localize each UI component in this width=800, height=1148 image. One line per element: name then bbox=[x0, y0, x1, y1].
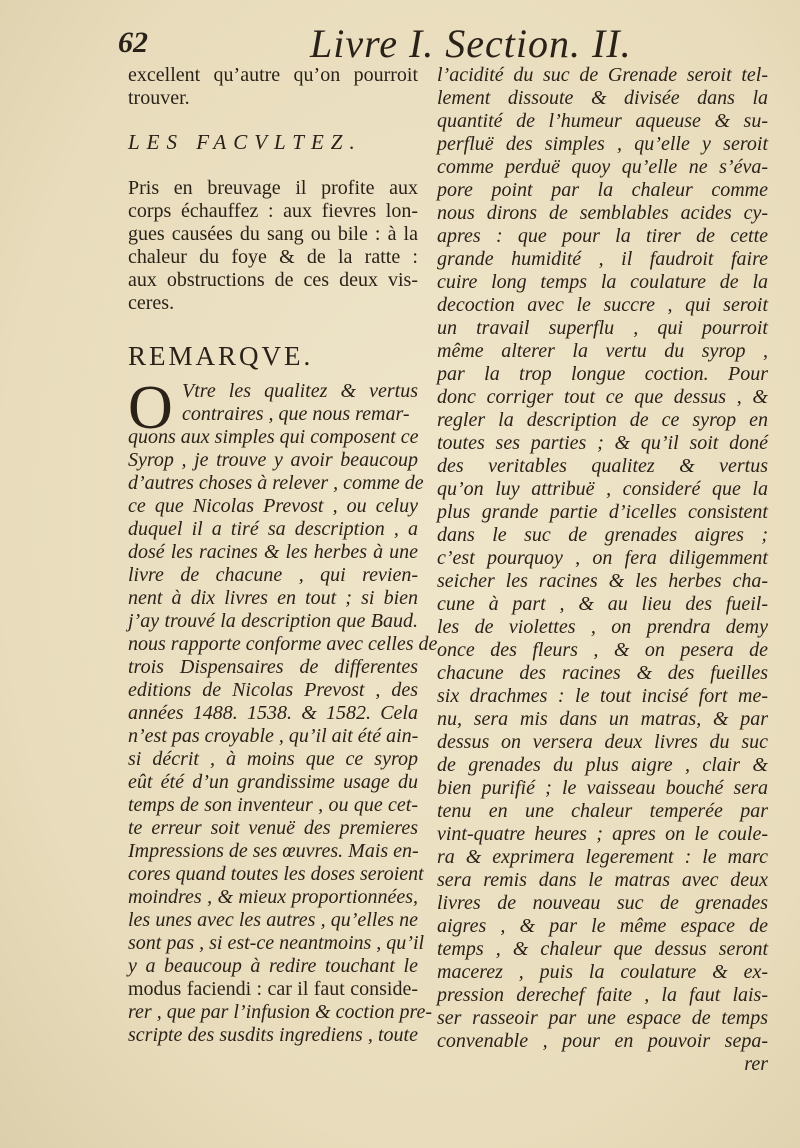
text-line: six drachmes : le tout incisé fort me- bbox=[437, 685, 768, 707]
text-line: contraires , que nous remar- bbox=[182, 403, 410, 425]
text-line: nous rapporte conforme avec celles de bbox=[128, 633, 438, 655]
text-line: j’ay trouvé la description que Baud. bbox=[128, 610, 418, 632]
text-line: convenable , pour en pouvoir sepa- bbox=[437, 1030, 768, 1052]
text-line: dosé les racines & les herbes à une bbox=[128, 541, 418, 563]
text-line: qu’on luy attribuë , consideré que la bbox=[437, 478, 768, 500]
text-line: pore point par la chaleur comme bbox=[437, 179, 768, 201]
text-line: duquel il a tiré sa description , a bbox=[128, 518, 418, 540]
text-line: par la trop longue coction. Pour bbox=[437, 363, 768, 385]
text-line: y a beaucoup à redire touchant le bbox=[128, 955, 418, 977]
text-line: cores quand toutes les doses seroient bbox=[128, 863, 424, 885]
remark-body bbox=[128, 374, 438, 1047]
remark-lines bbox=[128, 426, 438, 1047]
text-line: pression derechef faite , la faut lais- bbox=[437, 984, 768, 1006]
text-line: temps de son inventeur , ou que cet- bbox=[128, 794, 418, 816]
drop-cap: O bbox=[128, 374, 173, 442]
text-line: ceres. bbox=[128, 292, 175, 314]
text-line: livre de chacune , qui revien- bbox=[128, 564, 418, 586]
text-line: excellent qu’autre qu’on pourroit bbox=[128, 64, 418, 86]
section-title: LES FACVLTEZ. bbox=[128, 130, 362, 154]
text-line: sera remis dans le matras avec deux bbox=[437, 869, 768, 891]
text-line: plus grande partie d’icelles consistent bbox=[437, 501, 768, 523]
text-line: quantité de l’humeur aqueuse & su- bbox=[437, 110, 768, 132]
text-line: aigres , & par le même espace de bbox=[437, 915, 768, 937]
right-column-text bbox=[437, 64, 768, 1053]
text-line: n’est pas croyable , qu’il ait été ain- bbox=[128, 725, 419, 747]
text-line: de grenades du plus aigre , clair & bbox=[437, 754, 768, 776]
text-line: si décrit , à moins que ce syrop bbox=[128, 748, 418, 770]
running-head: Livre I. Section. II. bbox=[310, 21, 632, 66]
text-line: c’est pourquoy , on fera diligemment bbox=[437, 547, 768, 569]
text-line: des veritables qualitez & vertus bbox=[437, 455, 768, 477]
text-line: ser rasseoir par une espace de temps bbox=[437, 1007, 768, 1029]
text-line: apres : que pour la tirer de cette bbox=[437, 225, 768, 247]
text-line: cuire long temps la coulature de la bbox=[437, 271, 768, 293]
text-line: vint-quatre heures ; apres on le coule- bbox=[437, 823, 768, 845]
text-line: dans le suc de grenades aigres ; bbox=[437, 524, 768, 546]
text-line: eût été d’un grandissime usage du bbox=[128, 771, 418, 793]
text-line: moindres , & mieux proportionnées, bbox=[128, 886, 418, 908]
text-line: quons aux simples qui composent ce bbox=[128, 426, 419, 448]
text-line: même alterer la vertu du syrop , bbox=[437, 340, 768, 362]
text-line: Vtre les qualitez & vertus bbox=[182, 380, 418, 402]
text-line: dessus on versera deux livres du suc bbox=[437, 731, 768, 753]
text-line: lement dissoute & divisée dans la bbox=[437, 87, 768, 109]
remark-title: REMARQVE. bbox=[128, 341, 314, 371]
text-line: bien purifié ; le vaisseau bouché sera bbox=[437, 777, 768, 799]
text-line: aux obstructions de ces deux vis- bbox=[128, 269, 418, 291]
catchword: rer bbox=[744, 1053, 768, 1075]
faculty-text bbox=[128, 177, 418, 315]
text-line: chaleur du foye & de la ratte : bbox=[128, 246, 418, 268]
text-line: donc corriger tout ce que dessus , & bbox=[437, 386, 768, 408]
text-line: sont pas , si est-ce neantmoins , qu’il bbox=[128, 932, 425, 954]
text-line: te erreur soit venuë des premieres bbox=[128, 817, 418, 839]
text-line: cune à part , & au lieu des fueil- bbox=[437, 593, 768, 615]
text-line: seicher les racines & les herbes cha- bbox=[437, 570, 768, 592]
text-line: regler la description de ce syrop en bbox=[437, 409, 768, 431]
text-line: trois Dispensaires de differentes bbox=[128, 656, 418, 678]
text-line: gues causées du sang ou bile : à la bbox=[128, 223, 418, 245]
text-line: l’acidité du suc de Grenade seroit tel- bbox=[437, 64, 768, 86]
text-line: livres de nouveau suc de grenades bbox=[437, 892, 768, 914]
page-number: 62 bbox=[118, 26, 148, 59]
text-line: nu, sera mis dans un matras, & par bbox=[437, 708, 768, 730]
right-column bbox=[437, 64, 768, 1076]
text-line: grande humidité , il faudroit faire bbox=[437, 248, 768, 270]
text-line: toutes ses parties ; & qu’il soit doné bbox=[437, 432, 768, 454]
text-line: les unes avec les autres , qu’elles ne bbox=[128, 909, 418, 931]
intro-text bbox=[128, 64, 418, 110]
text-line: once des fleurs , & on pesera de bbox=[437, 639, 768, 661]
text-line: comme perduë quoy qu’elle ne s’éva- bbox=[437, 156, 768, 178]
text-line: Impressions de ses œuvres. Mais en- bbox=[128, 840, 419, 862]
left-column bbox=[128, 64, 438, 1047]
text-line: decoction avec le succre , qui seroit bbox=[437, 294, 768, 316]
text-line: perfluë des simples , qu’elle y seroit bbox=[437, 133, 768, 155]
text-line: trouver. bbox=[128, 87, 190, 109]
text-line: corps échauffez : aux fievres lon- bbox=[128, 200, 418, 222]
text-line: rer , que par l’infusion & coction pre- bbox=[128, 1001, 433, 1023]
text-line: scripte des susdits ingrediens , toute bbox=[128, 1024, 418, 1046]
text-line: nous dirons de semblables acides cy- bbox=[437, 202, 768, 224]
text-line: d’autres choses à relever , comme de bbox=[128, 472, 424, 494]
text-line: temps , & chaleur que dessus seront bbox=[437, 938, 768, 960]
page-header bbox=[118, 20, 768, 70]
text-line: nent à dix livres en tout ; si bien bbox=[128, 587, 418, 609]
text-line: Syrop , je trouve y avoir beaucoup bbox=[128, 449, 418, 471]
text-line: années 1488. 1538. & 1582. Cela bbox=[128, 702, 418, 724]
text-line: un travail superflu , qui pourroit bbox=[437, 317, 768, 339]
text-line: ce que Nicolas Prevost , ou celuy bbox=[128, 495, 418, 517]
text-line: macerez , puis la coulature & ex- bbox=[437, 961, 768, 983]
text-line: modus faciendi : car il faut conside- bbox=[128, 978, 418, 1000]
text-line: editions de Nicolas Prevost , des bbox=[128, 679, 418, 701]
text-line: ra & exprimera legerement : le marc bbox=[437, 846, 768, 868]
text-line: les de violettes , on prendra demy bbox=[437, 616, 768, 638]
text-line: chacune des racines & des fueilles bbox=[437, 662, 768, 684]
text-line: Pris en breuvage il profite aux bbox=[128, 177, 418, 199]
text-line: tenu en une chaleur temperée par bbox=[437, 800, 768, 822]
